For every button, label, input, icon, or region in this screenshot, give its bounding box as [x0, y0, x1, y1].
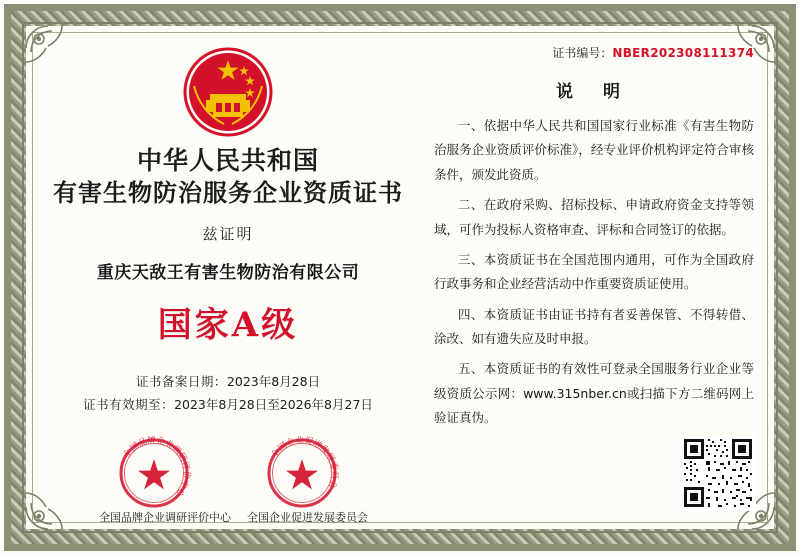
certificate-number — [434, 44, 754, 61]
official-seal-icon-1 — [112, 431, 196, 515]
certificate-title-line2: 有害生物防治服务企业资质证书 — [53, 178, 403, 207]
national-emblem-icon — [180, 46, 276, 138]
certificate-title-line1: 中华人民共和国 — [136, 146, 319, 175]
official-seal-icon-2 — [260, 431, 344, 515]
certificate-right-panel — [416, 40, 760, 515]
filing-date-label: 证书备案日期： — [135, 373, 227, 389]
valid-period-row — [40, 393, 416, 417]
notice-item-2: 二、在政府采购、招标投标、申请政府资金支持等领域，可作为投标人资格审查、评标和合同签订的依据。 — [434, 197, 754, 237]
seal-block-1 — [99, 431, 231, 525]
seal-caption-2: 全国企业促进发展委员会 — [247, 511, 368, 525]
seal-block-2 — [247, 431, 368, 525]
certificate-title — [40, 144, 416, 209]
official-seals — [40, 431, 416, 525]
certificate-content — [40, 40, 760, 525]
certificate-number-value: NBER202308111374 — [612, 46, 754, 60]
seal-ring-text-2: 全国企业促进发展委员会 — [269, 435, 340, 490]
certificate-left-panel — [40, 40, 416, 525]
grade-level: 国家A级 — [157, 304, 299, 345]
notice-item-1: 一、依据中华人民共和国国家行业标准《有害生物防治服务企业资质评价标准》，经专业评价机构评定符合审核条件，颁发此资质。 — [434, 118, 754, 182]
filing-date-row — [40, 370, 416, 394]
svg-text:全国品牌企业调研评价中心 — [121, 435, 192, 499]
valid-period-label: 证书有效期至： — [83, 397, 175, 413]
verification-qr-code — [680, 435, 756, 511]
certificate-number-label: 证书编号： — [552, 46, 613, 60]
company-name: 重庆天敌王有害生物防治有限公司 — [96, 262, 360, 283]
notice-item-3: 三、本资质证书在全国范围内通用，可作为全国政府行政事务和企业经营活动中作重要资质证使用。 — [434, 251, 754, 292]
certificate-dates — [40, 370, 416, 418]
notice-item-5: 五、本资质证书的有效性可登录全国服务行业企业等级资质公示网：www.315nber.cn或扫描下方二维码网上验证真伪。 — [434, 361, 754, 426]
certify-word: 兹证明 — [202, 224, 254, 243]
seal-ring-text-1: 全国品牌企业调研评价中心 — [121, 435, 192, 499]
valid-period-value: 2023年8月28日至2026年8月27日 — [174, 397, 373, 413]
notice-title: 说 明 — [556, 82, 632, 102]
notice-item-4: 四、本资质证书由证书持有者妥善保管、不得转借、涂改、如有遗失应及时申报。 — [434, 306, 754, 346]
filing-date-value: 2023年8月28日 — [226, 373, 321, 389]
seal-caption-1: 全国品牌企业调研评价中心 — [99, 511, 231, 525]
